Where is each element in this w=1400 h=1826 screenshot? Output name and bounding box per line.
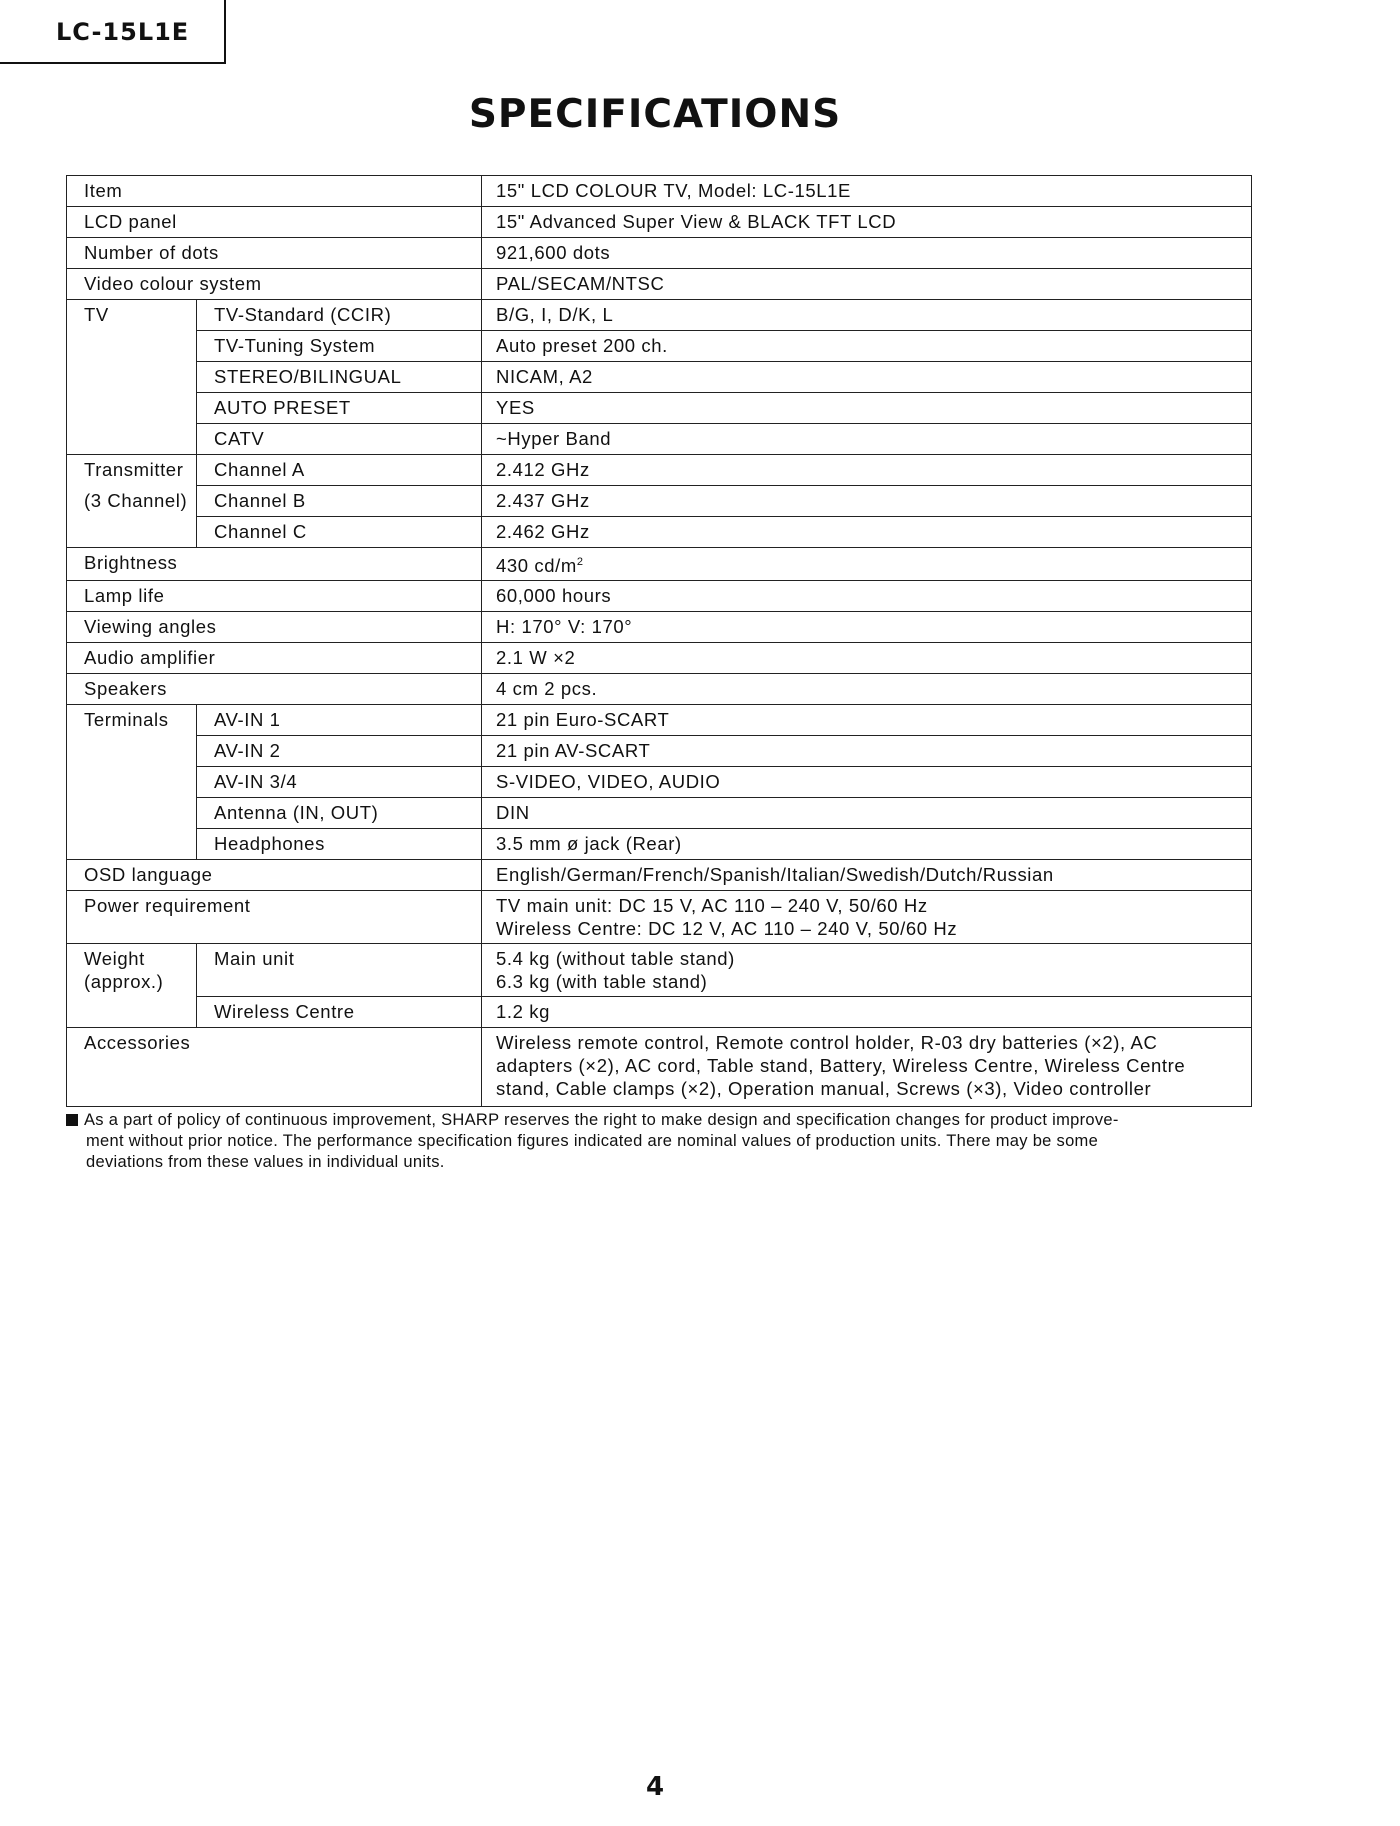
spec-value: H: 170° V: 170° bbox=[482, 612, 1252, 643]
table-row bbox=[67, 944, 1252, 997]
table-row bbox=[67, 581, 1252, 612]
table-row bbox=[67, 393, 1252, 424]
table-row bbox=[67, 269, 1252, 300]
model-tab bbox=[0, 0, 226, 64]
power-line-2: Wireless Centre: DC 12 V, AC 110 – 240 V, 50/60 Hz bbox=[496, 918, 958, 940]
table-row bbox=[67, 455, 1252, 486]
footnote-line-3: deviations from these values in individual units. bbox=[86, 1153, 445, 1171]
table-row bbox=[67, 736, 1252, 767]
spec-value: S-VIDEO, VIDEO, AUDIO bbox=[482, 767, 1252, 798]
spec-value: NICAM, A2 bbox=[482, 362, 1252, 393]
spec-label: Lamp life bbox=[67, 581, 482, 612]
spec-label: Power requirement bbox=[67, 891, 482, 944]
footnote-text bbox=[66, 1110, 1246, 1173]
table-row bbox=[67, 331, 1252, 362]
spec-group-label: Transmitter bbox=[67, 455, 197, 486]
page-number: 4 bbox=[645, 1772, 665, 1802]
spec-sublabel: Main unit bbox=[197, 944, 482, 997]
table-row bbox=[67, 300, 1252, 331]
spec-value: English/German/French/Spanish/Italian/Swedish/Dutch/Russian bbox=[482, 860, 1252, 891]
spec-value: 2.437 GHz bbox=[482, 486, 1252, 517]
table-row bbox=[67, 767, 1252, 798]
spec-value: ~Hyper Band bbox=[482, 424, 1252, 455]
page-title: SPECIFICATIONS bbox=[468, 92, 842, 137]
accessories-line-1: Wireless remote control, Remote control holder, R-03 dry batteries (×2), AC bbox=[496, 1032, 1158, 1054]
power-line-1: TV main unit: DC 15 V, AC 110 – 240 V, 50/60 Hz bbox=[496, 895, 928, 917]
spec-sublabel: Channel A bbox=[197, 455, 482, 486]
spec-value bbox=[482, 891, 1252, 944]
spec-table bbox=[66, 175, 1252, 1107]
spec-sublabel: Headphones bbox=[197, 829, 482, 860]
spec-value: 2.1 W ×2 bbox=[482, 643, 1252, 674]
spec-sublabel: TV-Standard (CCIR) bbox=[197, 300, 482, 331]
spec-value bbox=[482, 944, 1252, 997]
footnote-line-2: ment without prior notice. The performance specification figures indicated are nominal values of production units. There may be some bbox=[86, 1132, 1099, 1150]
spec-value bbox=[482, 1028, 1252, 1107]
spec-sublabel: TV-Tuning System bbox=[197, 331, 482, 362]
weight-main-line-1: 5.4 kg (without table stand) bbox=[496, 948, 735, 970]
spec-value: 21 pin AV-SCART bbox=[482, 736, 1252, 767]
spec-value: 15" LCD COLOUR TV, Model: LC-15L1E bbox=[482, 176, 1252, 207]
table-row bbox=[67, 238, 1252, 269]
spec-label: OSD language bbox=[67, 860, 482, 891]
table-row bbox=[67, 517, 1252, 548]
spec-value: 21 pin Euro-SCART bbox=[482, 705, 1252, 736]
accessories-line-2: adapters (×2), AC cord, Table stand, Battery, Wireless Centre, Wireless Centre bbox=[496, 1055, 1186, 1077]
footnote bbox=[66, 1110, 1246, 1173]
table-row bbox=[67, 176, 1252, 207]
table-row bbox=[67, 997, 1252, 1028]
table-row bbox=[67, 362, 1252, 393]
spec-sublabel: AV-IN 1 bbox=[197, 705, 482, 736]
spec-group-label: (3 Channel) bbox=[67, 486, 197, 517]
spec-group-label: Terminals bbox=[67, 705, 197, 860]
table-row bbox=[67, 705, 1252, 736]
accessories-line-3: stand, Cable clamps (×2), Operation manual, Screws (×3), Video controller bbox=[496, 1078, 1152, 1100]
square-bullet-icon bbox=[66, 1114, 78, 1126]
spec-label: LCD panel bbox=[67, 207, 482, 238]
spec-group-label-spacer bbox=[67, 517, 197, 548]
spec-value: 60,000 hours bbox=[482, 581, 1252, 612]
spec-sublabel: AV-IN 2 bbox=[197, 736, 482, 767]
spec-sublabel: AUTO PRESET bbox=[197, 393, 482, 424]
spec-value: 921,600 dots bbox=[482, 238, 1252, 269]
table-row bbox=[67, 674, 1252, 705]
footnote-line-1: As a part of policy of continuous improvement, SHARP reserves the right to make design and specification changes for product improve- bbox=[84, 1111, 1119, 1129]
weight-label-line-2: (approx.) bbox=[84, 971, 164, 993]
table-row bbox=[67, 860, 1252, 891]
model-label: LC-15L1E bbox=[56, 18, 190, 46]
spec-value: 4 cm 2 pcs. bbox=[482, 674, 1252, 705]
spec-label: Number of dots bbox=[67, 238, 482, 269]
table-row bbox=[67, 612, 1252, 643]
spec-value: DIN bbox=[482, 798, 1252, 829]
spec-sublabel: Antenna (IN, OUT) bbox=[197, 798, 482, 829]
table-row bbox=[67, 643, 1252, 674]
brightness-sup: 2 bbox=[576, 556, 584, 568]
spec-label: Video colour system bbox=[67, 269, 482, 300]
table-row bbox=[67, 486, 1252, 517]
table-row bbox=[67, 891, 1252, 944]
table-row bbox=[67, 798, 1252, 829]
weight-main-line-2: 6.3 kg (with table stand) bbox=[496, 971, 708, 993]
spec-label: Audio amplifier bbox=[67, 643, 482, 674]
spec-sublabel: AV-IN 3/4 bbox=[197, 767, 482, 798]
spec-sublabel: Channel C bbox=[197, 517, 482, 548]
spec-sublabel: STEREO/BILINGUAL bbox=[197, 362, 482, 393]
spec-group-label bbox=[67, 944, 197, 1028]
spec-sublabel: CATV bbox=[197, 424, 482, 455]
weight-label-line-1: Weight bbox=[84, 948, 145, 970]
spec-sublabel: Wireless Centre bbox=[197, 997, 482, 1028]
spec-label: Brightness bbox=[67, 548, 482, 581]
spec-value: 3.5 mm ø jack (Rear) bbox=[482, 829, 1252, 860]
spec-value: 15" Advanced Super View & BLACK TFT LCD bbox=[482, 207, 1252, 238]
spec-label: Viewing angles bbox=[67, 612, 482, 643]
brightness-value: 430 cd/m bbox=[496, 555, 577, 577]
spec-value: 2.412 GHz bbox=[482, 455, 1252, 486]
spec-value: 1.2 kg bbox=[482, 997, 1252, 1028]
spec-value: PAL/SECAM/NTSC bbox=[482, 269, 1252, 300]
spec-value: Auto preset 200 ch. bbox=[482, 331, 1252, 362]
spec-label: Item bbox=[67, 176, 482, 207]
table-row bbox=[67, 207, 1252, 238]
spec-sublabel: Channel B bbox=[197, 486, 482, 517]
table-row bbox=[67, 1028, 1252, 1107]
spec-value: 2.462 GHz bbox=[482, 517, 1252, 548]
spec-label: Speakers bbox=[67, 674, 482, 705]
table-row bbox=[67, 548, 1252, 581]
spec-label: Accessories bbox=[67, 1028, 482, 1107]
table-row bbox=[67, 829, 1252, 860]
spec-value bbox=[482, 548, 1252, 581]
spec-value: YES bbox=[482, 393, 1252, 424]
table-row bbox=[67, 424, 1252, 455]
spec-group-label: TV bbox=[67, 300, 197, 455]
spec-value: B/G, I, D/K, L bbox=[482, 300, 1252, 331]
